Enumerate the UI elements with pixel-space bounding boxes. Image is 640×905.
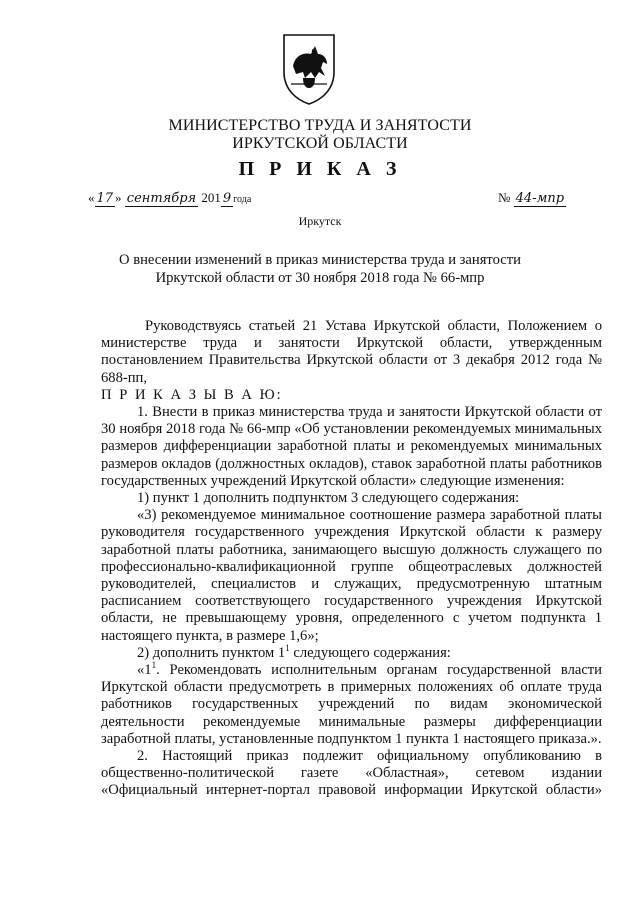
preamble-paragraph: Руководствуясь статьей 21 Устава Иркутской области, Положением о министерстве труда и занятости Иркутской области, утвержденным постановлением Правительства Иркутской области от 3 декабря 2012 года № 688-пп, bbox=[101, 318, 602, 386]
order-number bbox=[498, 190, 566, 206]
item-1-2-text-post: . Рекомендовать исполнительным органам государственной власти Иркутской области предусмотреть в примерных положениях об оплате труда работников государственных учреждений по видам экономической деятельности рекомендуемые минимальные размеры дифференциации заработной платы, установленные подпунктом 1 пункта 1 настоящего приказа.». bbox=[101, 662, 602, 747]
item-2-paragraph: 2. Настоящий приказ подлежит официальному опубликованию в общественно-политической газете «Областная», сетевом издании «Официальный интернет-портал правовой информации Иркутской области» bbox=[101, 748, 602, 799]
item-1-2-text-paragraph bbox=[101, 662, 602, 748]
date-year-word: года bbox=[233, 194, 252, 205]
city-name: Иркутск bbox=[298, 214, 342, 228]
item-1-2-paragraph bbox=[101, 645, 602, 662]
prikazyvayu-heading: П Р И К А З Ы В А Ю: bbox=[101, 386, 283, 403]
item-1-2-text-sup: 1 bbox=[151, 660, 157, 671]
item-1-2-post: следующего содержания: bbox=[289, 644, 451, 661]
subject-line1: О внесении изменений в приказ министерства труда и занятости bbox=[119, 252, 521, 268]
ministry-name-line1: МИНИСТЕРСТВО ТРУДА И ЗАНЯТОСТИ bbox=[168, 117, 472, 134]
item-1-2-sup: 1 bbox=[285, 643, 290, 653]
item-1-paragraph: 1. Внести в приказ министерства труда и занятости Иркутской области от 30 ноября 2018 года № 66-мпр «Об установлении рекомендуемых минимальных размеров дифференциации заработной платы и рекомендуемых минимальных размеров окладов (должностных окладов), ставок заработной платы работников государственных учреждений Иркутской области» следующие изменения: bbox=[101, 404, 602, 489]
date-year-prefix: 201 bbox=[201, 190, 221, 205]
item-1-1-text-paragraph: «3) рекомендуемое минимальное соотношение размера заработной платы руководителя государственного учреждения Иркутской области к размеру заработной платы работника, занимающего высшую должность служащего по профессионально-квалификационной группе общеотраслевых должностей руководителей, специалистов и служащих, предусмотренную штатным расписанием соответствующего государственного учреждения Иркутской области, не превышающему уровня, определенного с учетом подпункта 1 настоящего пункта, в размере 1,6»; bbox=[101, 507, 602, 644]
date-year-suffix: 9 bbox=[222, 191, 232, 206]
subject-line2: Иркутской области от 30 ноября 2018 года № 66-мпр bbox=[155, 270, 485, 286]
order-title: П Р И К А З bbox=[238, 158, 402, 180]
ministry-name-line2: ИРКУТСКОЙ ОБЛАСТИ bbox=[232, 135, 408, 152]
number-sign: № bbox=[498, 190, 511, 205]
number-value: 44-мпр bbox=[515, 191, 565, 206]
item-1-2-pre: 2) дополнить пунктом 1 bbox=[137, 644, 286, 661]
item-1-2-text-pre: «1 bbox=[137, 662, 152, 679]
item-1-1-paragraph: 1) пункт 1 дополнить подпунктом 3 следующего содержания: bbox=[137, 490, 520, 507]
date-month: сентября bbox=[126, 191, 197, 206]
order-date bbox=[88, 190, 251, 206]
coat-of-arms-emblem bbox=[281, 32, 337, 106]
date-close-quote: » bbox=[115, 190, 122, 205]
date-open-quote: « bbox=[88, 190, 95, 205]
date-day: 17 bbox=[96, 191, 114, 206]
order-body bbox=[101, 318, 602, 800]
